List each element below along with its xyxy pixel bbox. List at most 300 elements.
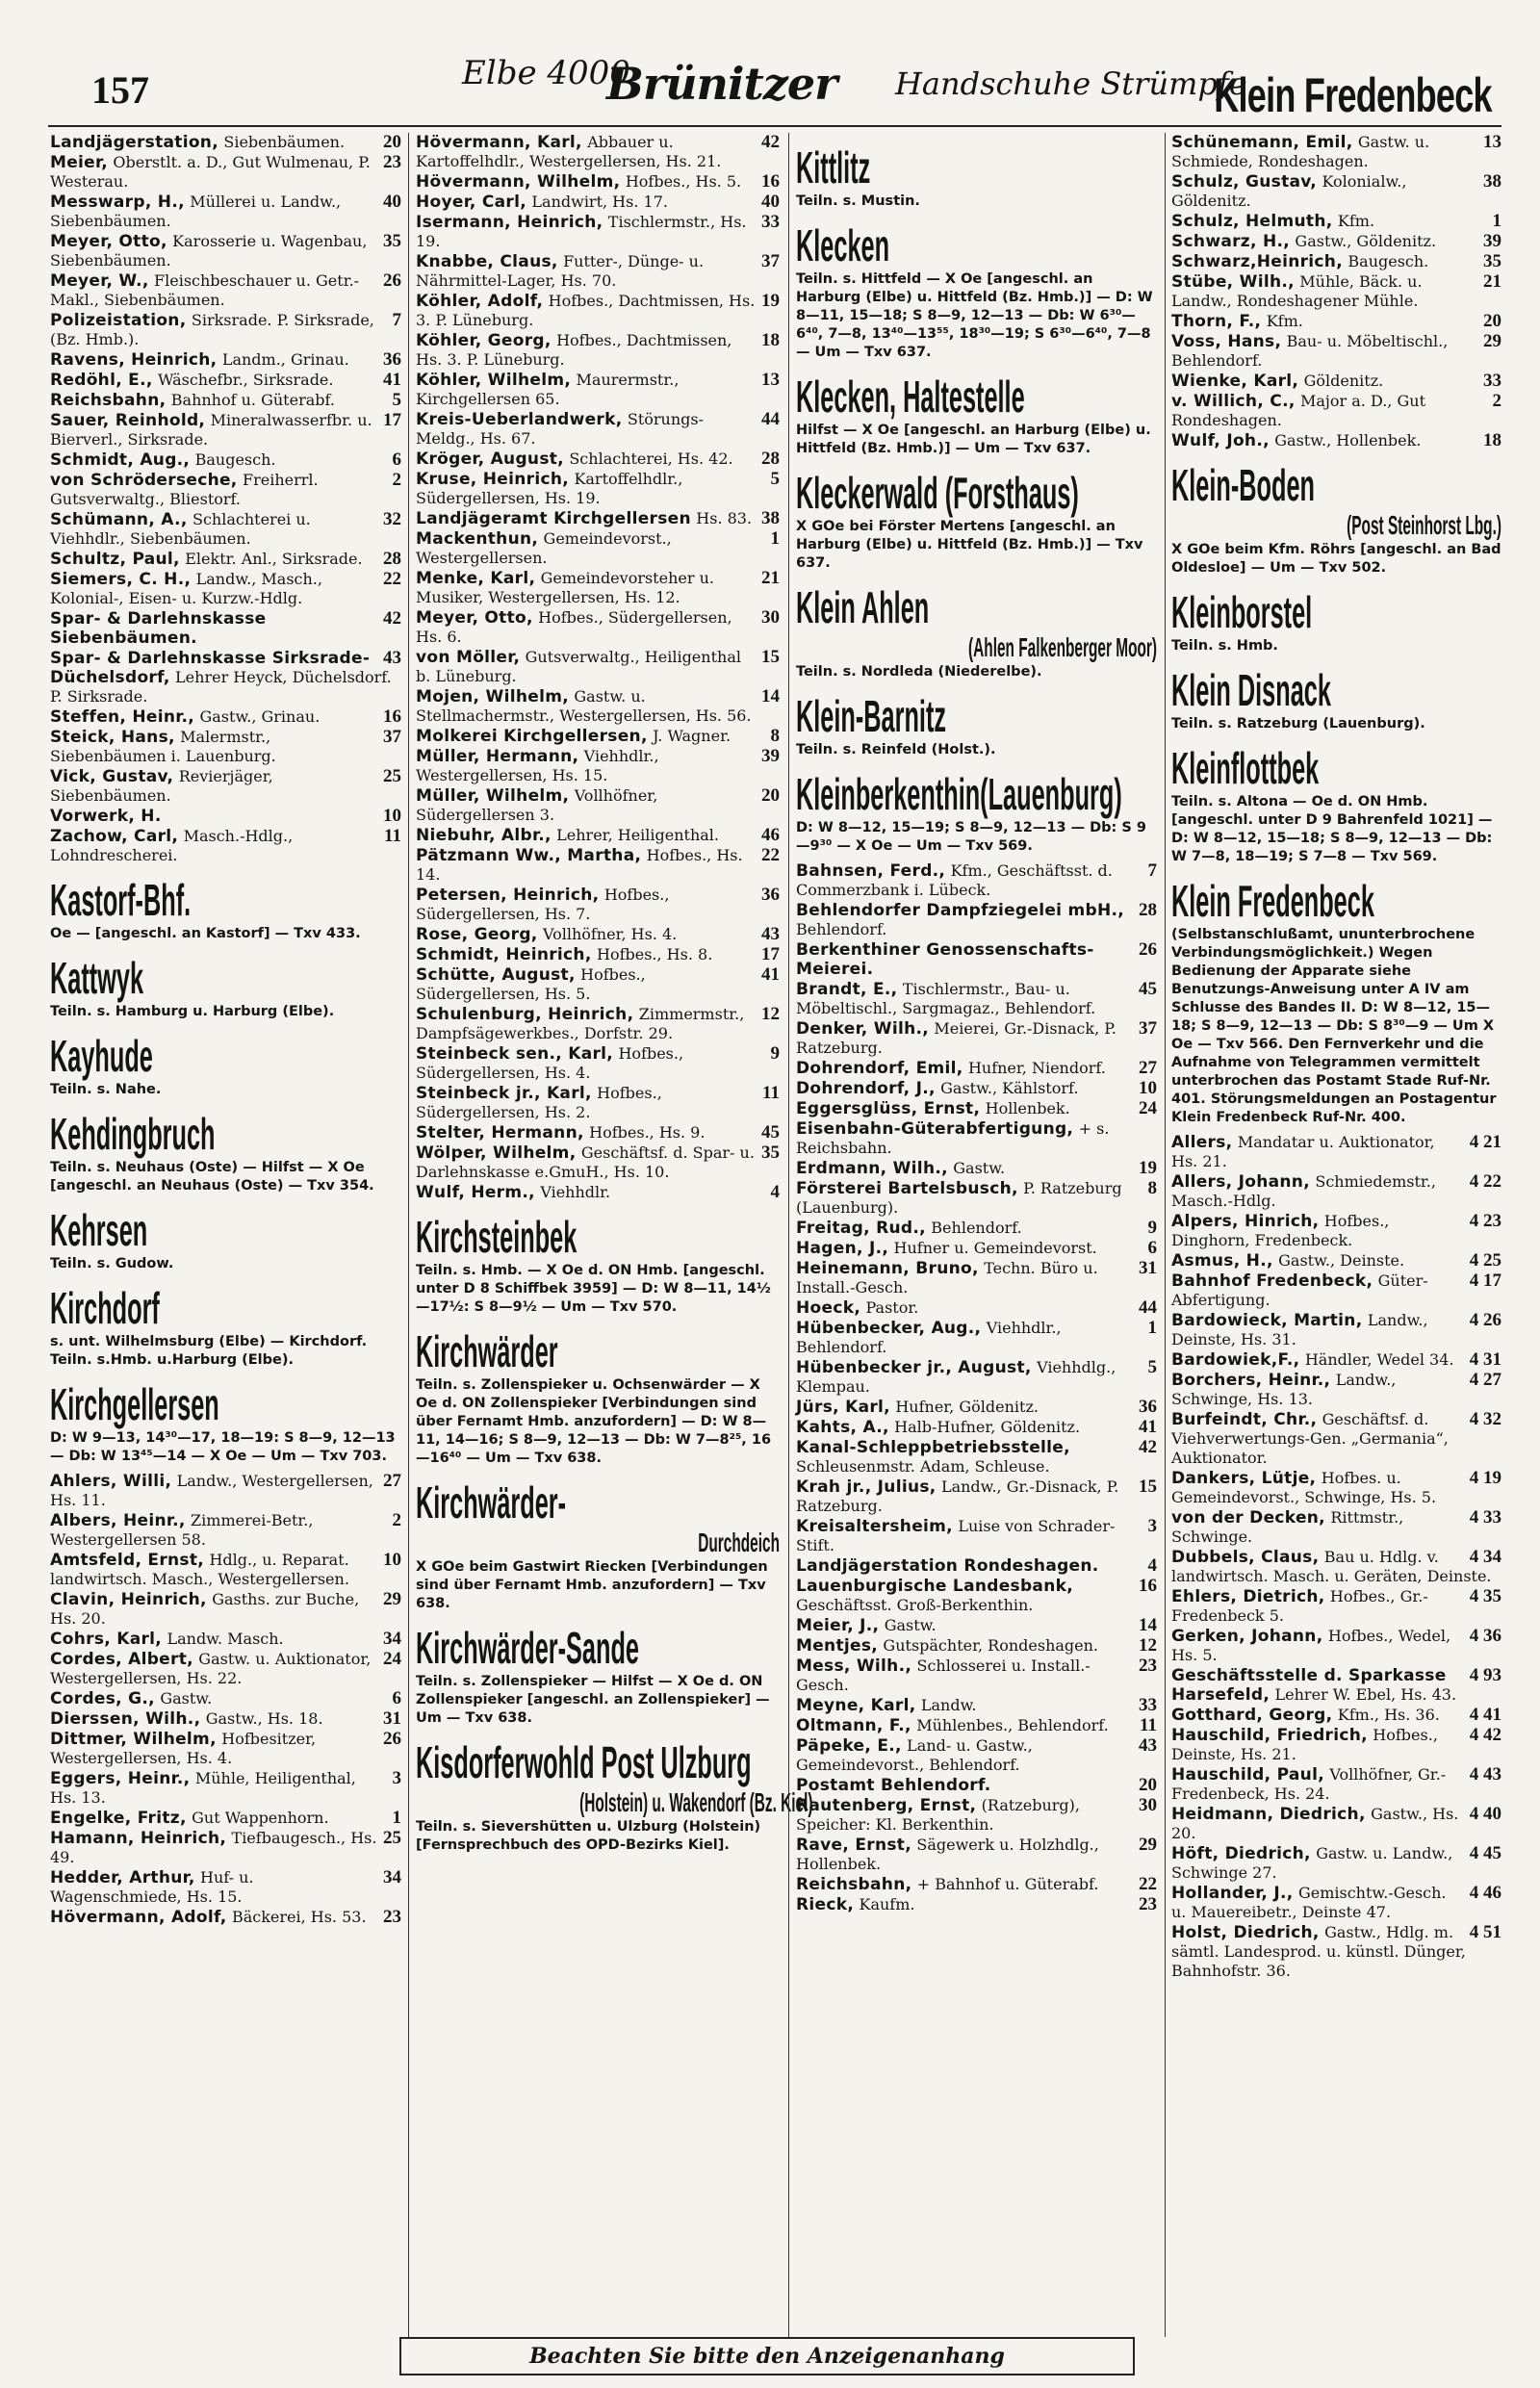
listing-entry [796, 1239, 1157, 1258]
phone-number: 44 [761, 409, 780, 429]
listing-entry [1171, 1765, 1502, 1804]
listing-entry [796, 1119, 1157, 1158]
listing-description: Sägewerk u. Holzhdlg., Hollenbek. [796, 1836, 1099, 1873]
phone-number: 40 [761, 192, 780, 212]
phone-number: 6 [1147, 1238, 1157, 1258]
listing-name: Freitag, Rud., [796, 1219, 926, 1238]
listing-name: Meier, [50, 153, 108, 172]
listing-entry [796, 1079, 1157, 1098]
listing-entry [796, 980, 1157, 1018]
listing-description: Viehhdlg., Klempau. [796, 1358, 1116, 1396]
listing-name: Erdmann, Wilh., [796, 1159, 948, 1178]
listing-name: Pätzmann Ww., Martha, [416, 846, 642, 865]
listing-name: Rautenberg, Ernst, [796, 1796, 977, 1815]
locality-heading: Kastorf-Bhf. [50, 875, 192, 925]
listing-entry [1171, 272, 1502, 311]
listing-description: Malermstr., Siebenbäumen i. Lauenburg. [50, 728, 276, 765]
listing-entry [416, 292, 780, 330]
listing-description: Gastw., Hdlg. m. sämtl. Landesprod. u. künstl. Dünger, Bahnhofstr. 36. [1171, 1923, 1466, 1980]
listing-name: Rose, Georg, [416, 925, 538, 944]
listing-entry [796, 1477, 1157, 1516]
phone-number: 36 [1139, 1397, 1157, 1417]
listing-name: Berkenthiner Genossenschafts-Meierei. [796, 940, 1094, 979]
listing-description: Siebenbäumen. [223, 133, 346, 151]
listing-name: Oltmann, F., [796, 1716, 911, 1735]
phone-number: 33 [761, 212, 780, 232]
listing-description: Landw. [920, 1696, 977, 1714]
phone-number: 4 32 [1469, 1409, 1502, 1429]
listing-entry [416, 965, 780, 1004]
phone-number: 3 [1147, 1516, 1157, 1536]
listing-entry [1171, 1666, 1502, 1705]
locality-heading: Klein Fredenbeck [1171, 876, 1374, 926]
listing-description: Tiefbaugesch., Hs. 49. [50, 1829, 377, 1866]
locality-info: X GOe bei Förster Mertens [angeschl. an Harburg (Elbe) u. Hittfeld (Bz. Hmb.)] — Txv 637. [796, 519, 1143, 571]
listing-entry [50, 550, 401, 569]
listing-description: Zimmermstr., Dampfsägewerkbes., Dorfstr. 29. [416, 1005, 745, 1042]
listing-entry [50, 271, 401, 310]
listing-description: Gastw., Kählstorf. [940, 1079, 1079, 1097]
listing-entry [796, 1099, 1157, 1118]
listing-description: Gemeindevorsteher u. Musiker, Westergellersen, Hs. 12. [416, 569, 714, 606]
listing-entry [796, 1656, 1157, 1695]
listing-description: Mineralwasserfbr. u. Bierverl., Sirksrade. [50, 411, 372, 449]
listing-description: Bau u. Hdlg. v. landwirtsch. Masch. u. Geräten, Deinste. [1171, 1548, 1492, 1585]
listing-entry [416, 1084, 780, 1122]
listing-description: Sirksrade. P. Sirksrade, (Bz. Hmb.). [50, 311, 374, 348]
listing-description: Güter-Abfertigung. [1171, 1271, 1428, 1309]
listing-name: Cordes, G., [50, 1689, 155, 1708]
locality-info: Teiln. s. Hmb. — X Oe d. ON Hmb. [angeschl. unter D 8 Schiffbek 3959] — D: W 8—11, 14½—17½: S 8—9½ — Um — Txv 570. [416, 1263, 771, 1315]
phone-number: 43 [761, 924, 780, 944]
phone-number: 24 [1139, 1098, 1157, 1118]
listing-name: Ehlers, Dietrich, [1171, 1587, 1325, 1606]
listing-name: Kahts, A., [796, 1418, 889, 1437]
listing-name: Schulz, Helmuth, [1171, 212, 1333, 231]
listing-description: Hofbes., Hs. 5. [625, 172, 742, 191]
listing-name: Reichsbahn, [50, 391, 167, 410]
phone-number: 26 [1139, 939, 1157, 960]
listing-entry [50, 1730, 401, 1768]
listing-entry [50, 1908, 401, 1927]
listing-name: Borchers, Heinr., [1171, 1371, 1331, 1390]
column-4 [1171, 133, 1502, 2351]
locality-heading: Kirchdorf [50, 1283, 160, 1333]
listing-name: Voss, Hans, [1171, 332, 1282, 351]
listing-description: Behlendorf. [931, 1219, 1022, 1237]
phone-number: 31 [383, 1708, 401, 1729]
listing-name: Albers, Heinr., [50, 1511, 186, 1530]
phone-number: 9 [770, 1043, 780, 1064]
column-divider [788, 133, 789, 2337]
listing-name: Cordes, Albert, [50, 1650, 193, 1669]
phone-number: 10 [383, 1550, 401, 1570]
listing-name: Schulenburg, Heinrich, [416, 1005, 634, 1024]
locality-heading: Klecken, Haltestelle [796, 372, 1025, 422]
listing-description: Vollhöfner, Gr.-Fredenbeck, Hs. 24. [1171, 1765, 1447, 1803]
listing-description: Kfm., Geschäftsst. d. Commerzbank i. Lübeck. [796, 861, 1113, 899]
listing-description: Mandatar u. Auktionator, Hs. 21. [1171, 1133, 1435, 1170]
listing-name: Müller, Hermann, [416, 747, 579, 766]
listing-name: Meyer, W., [50, 271, 149, 291]
listing-entry [416, 569, 780, 607]
listing-name: Eggersglüss, Ernst, [796, 1099, 981, 1118]
phone-number: 16 [761, 171, 780, 192]
phone-number: 17 [761, 944, 780, 964]
listing-description: Schlachterei, Hs. 42. [569, 449, 733, 468]
listing-description: Hofbes., Hs. 8. [596, 945, 713, 963]
listing-name: Kruse, Heinrich, [416, 470, 570, 489]
listing-name: Hauschild, Friedrich, [1171, 1726, 1368, 1745]
listing-entry [50, 609, 401, 648]
listing-description: (Ratzeburg), Speicher: Kl. Berkenthin. [796, 1796, 1080, 1834]
locality-info: Teiln. s. Altona — Oe d. ON Hmb. [angeschl. unter D 9 Bahrenfeld 1021] — D: W 8—12, 15—18; S 8—9, 12—13 — Db: W 7—8, 18—19; S 7—8 — Txv 569. [1171, 794, 1493, 864]
listing-name: Schmidt, Heinrich, [416, 945, 592, 964]
phone-number: 1 [1147, 1318, 1157, 1338]
listing-description: Bau- u. Möbeltischl., Behlendorf. [1171, 332, 1449, 370]
listing-description: Masch.-Hdlg., Lohndrescherei. [50, 827, 294, 864]
phone-number: 19 [1139, 1158, 1157, 1178]
phone-number: 13 [761, 370, 780, 390]
listing-description: Geschäftsf. d. Viehverwertungs-Gen. „Germania“, Auktionator. [1171, 1410, 1449, 1467]
listing-entry [50, 1590, 401, 1629]
phone-number: 5 [1147, 1357, 1157, 1377]
listing-entry [416, 331, 780, 370]
listing-entry [796, 1319, 1157, 1357]
listing-entry [416, 648, 780, 686]
listing-entry [1171, 252, 1502, 271]
phone-number: 3 [392, 1768, 401, 1788]
phone-number: 42 [761, 132, 780, 152]
listing-name: von der Decken, [1171, 1508, 1325, 1528]
phone-number: 37 [1139, 1018, 1157, 1039]
listing-name: Hövermann, Karl, [416, 133, 582, 152]
locality-heading: Klein Ahlen [796, 582, 930, 632]
phone-number: 14 [761, 686, 780, 706]
page-header [38, 29, 1502, 125]
phone-number: 44 [1139, 1297, 1157, 1318]
header-rule [48, 125, 1502, 127]
listing-entry [1171, 372, 1502, 391]
listing-description: Hofbes., Hs. 9. [589, 1123, 706, 1142]
phone-number: 16 [1139, 1576, 1157, 1596]
listing-name: Bardowieck, Martin, [1171, 1311, 1363, 1330]
phone-number: 5 [770, 469, 780, 489]
listing-description: Hofbes., Gr.-Fredenbeck 5. [1171, 1587, 1428, 1625]
listing-entry [416, 687, 780, 726]
listing-name: Meyer, Otto, [416, 608, 533, 628]
listing-entry [1171, 1469, 1502, 1507]
listing-entry [50, 510, 401, 549]
listing-description: Hofbes. u. Gemeindevorst., Schwinge, Hs. 5. [1171, 1469, 1437, 1506]
listing-description: Gastw. u. Schmiede, Rondeshagen. [1171, 133, 1430, 170]
listing-description: Huf- u. Wagenschmiede, Hs. 15. [50, 1868, 254, 1906]
phone-number: 39 [1483, 231, 1502, 251]
listing-name: Wienke, Karl, [1171, 372, 1299, 391]
listing-name: Alpers, Hinrich, [1171, 1212, 1320, 1231]
listing-entry [796, 901, 1157, 939]
listing-name: Bardowiek,F., [1171, 1350, 1300, 1370]
listing-description: Revierjäger, Siebenbäumen. [50, 767, 273, 805]
listing-entry [416, 727, 780, 746]
listing-name: Asmus, H., [1171, 1251, 1273, 1271]
listing-name: Krah jr., Julius, [796, 1477, 937, 1497]
listing-description: Gemischtw.-Gesch. u. Mauereibetr., Deinste 47. [1171, 1884, 1447, 1921]
column-divider [408, 133, 409, 2337]
listing-description: Hofbes., Dinghorn, Fredenbeck. [1171, 1212, 1390, 1249]
listing-entry [416, 1183, 780, 1202]
listing-name: Schulz, Gustav, [1171, 172, 1318, 192]
locality-info: Teiln. s. Zollenspieker — Hilfst — X Oe d. ON Zollenspieker [angeschl. an Zollenspieker] — Um — Txv 638. [416, 1674, 770, 1726]
listing-entry [416, 371, 780, 409]
locality-info: Teiln. s. Hamburg u. Harburg (Elbe). [50, 1004, 335, 1019]
listing-name: Köhler, Georg, [416, 331, 552, 350]
listing-description: Landwirt, Hs. 17. [531, 193, 668, 211]
listing-entry [1171, 1350, 1502, 1370]
phone-number: 12 [1139, 1635, 1157, 1656]
listing-entry [1171, 172, 1502, 211]
listing-entry [50, 311, 401, 349]
phone-number: 4 46 [1469, 1883, 1502, 1903]
phone-number: 4 45 [1469, 1843, 1502, 1863]
locality-info: Teiln. s. Ratzeburg (Lauenburg). [1171, 716, 1425, 732]
directory-page [38, 29, 1502, 2369]
phone-number: 37 [383, 727, 401, 747]
phone-number: 32 [383, 509, 401, 529]
listing-description: Gemeindevorst., Westergellersen. [416, 529, 672, 567]
locality-info: Teiln. s. Nahe. [50, 1082, 162, 1097]
phone-number: 2 [392, 470, 401, 490]
listing-description: Freiherrl. Gutsverwaltg., Bliestorf. [50, 471, 319, 508]
listing-description: Händler, Wedel 34. [1304, 1350, 1454, 1369]
listing-description: Kfm., Hs. 36. [1337, 1706, 1440, 1724]
listing-name: Mackenthun, [416, 529, 539, 549]
listing-description: Gastw., Hs. 18. [205, 1709, 323, 1728]
listing-name: von Möller, [416, 648, 521, 667]
phone-number: 16 [383, 706, 401, 727]
listing-name: Landjägerstation, [50, 133, 218, 152]
listing-entry [1171, 133, 1502, 171]
listing-description: Hufner u. Gemeindevorst. [893, 1239, 1097, 1257]
listing-entry [50, 570, 401, 608]
listing-entry [796, 1517, 1157, 1555]
listing-description: Gastw., Deinste. [1278, 1251, 1405, 1270]
listing-description: Gut Wappenhorn. [192, 1809, 329, 1827]
listing-description: Gastw. [884, 1616, 937, 1634]
listing-description: + s. Reichsbahn. [796, 1119, 1110, 1157]
listing-description: Viehhdlr., Westergellersen, Hs. 15. [416, 747, 659, 784]
listing-description: Lehrer W. Ebel, Hs. 43. [1274, 1685, 1457, 1704]
listing-description: Schlachterei u. Viehhdlr., Siebenbäumen. [50, 510, 311, 548]
listing-entry [796, 940, 1157, 979]
listing-entry [796, 1159, 1157, 1178]
phone-number: 30 [1139, 1795, 1157, 1815]
listing-entry [50, 153, 401, 192]
listing-name: Steick, Hans, [50, 728, 175, 747]
ad-logo: Brünitzer [606, 58, 837, 110]
phone-number: 43 [1139, 1735, 1157, 1756]
phone-number: 17 [383, 410, 401, 430]
listing-entry [416, 509, 780, 528]
listing-entry [1171, 1271, 1502, 1310]
locality-heading: Kleinflottbek [1171, 743, 1320, 793]
listing-description: Gastw., Grinau. [199, 707, 321, 726]
listing-description: Tischlermstr., Bau- u. Möbeltischl., Sargmagaz., Behlendorf. [796, 980, 1096, 1017]
listing-description: Müllerei u. Landw., Siebenbäumen. [50, 193, 342, 230]
listing-name: Kreis-Ueberlandwerk, [416, 410, 623, 429]
phone-number: 23 [383, 152, 401, 172]
listing-description: Gutspächter, Rondeshagen. [883, 1636, 1099, 1655]
listing-description: Karosserie u. Wagenbau, Siebenbäumen. [50, 232, 368, 270]
footer-notice: Beachten Sie bitte den Anzeigenanhang [399, 2337, 1135, 2375]
listing-description: Baugesch. [1348, 252, 1429, 270]
phone-number: 4 42 [1469, 1725, 1502, 1745]
locality-info: X GOe beim Kfm. Röhrs [angeschl. an Bad Oldesloe] — Um — Txv 502. [1171, 542, 1502, 576]
listing-name: Molkerei Kirchgellersen, [416, 727, 648, 746]
listing-name: Sauer, Reinhold, [50, 411, 206, 430]
listing-name: Hagen, J., [796, 1239, 889, 1258]
listing-entry [1171, 1311, 1502, 1349]
listing-description: Kolonialw., Göldenitz. [1171, 172, 1407, 210]
listing-entry [416, 1143, 780, 1182]
listing-description: Schlosserei u. Install.-Gesch. [796, 1656, 1091, 1694]
listing-name: Hübenbecker jr., August, [796, 1358, 1032, 1377]
listing-entry [1171, 1923, 1502, 1981]
listing-name: Zachow, Carl, [50, 827, 179, 846]
listing-name: Päpeke, E., [796, 1736, 902, 1756]
phone-number: 35 [383, 231, 401, 251]
listing-name: Mojen, Wilhelm, [416, 687, 569, 706]
listing-entry [416, 608, 780, 647]
listing-name: Rave, Ernst, [796, 1836, 911, 1855]
listing-description: Behlendorf. [796, 920, 887, 938]
listing-entry [50, 767, 401, 806]
listing-entry [50, 1511, 401, 1550]
listing-entry [416, 449, 780, 469]
listing-entry [50, 1551, 401, 1589]
phone-number: 4 [1147, 1555, 1157, 1576]
locality-heading: Klein Disnack [1171, 665, 1331, 715]
listing-entry [416, 786, 780, 825]
phone-number: 4 41 [1469, 1705, 1502, 1725]
listing-entry [1171, 1805, 1502, 1843]
phone-number: 34 [383, 1867, 401, 1887]
listing-description: Gastw., Hollenbek. [1274, 431, 1422, 449]
phone-number: 4 [770, 1182, 780, 1202]
locality-info: D: W 9—13, 14³⁰—17, 18—19: S 8—9, 12—13 — Db: W 13⁴⁵—14 — X Oe — Um — Txv 703. [50, 1430, 396, 1464]
listing-entry [50, 350, 401, 370]
phone-number: 20 [383, 132, 401, 152]
phone-number: 12 [761, 1004, 780, 1024]
listing-description: Pastor. [865, 1298, 919, 1317]
listing-description: Viehhdlr. [540, 1183, 611, 1201]
phone-number: 18 [761, 330, 780, 350]
listing-description: Kartoffelhdlr., Südergellersen, Hs. 19. [416, 470, 683, 507]
listing-entry [1171, 1508, 1502, 1547]
ad-right-text: Handschuhe Strümpfe [895, 65, 1247, 102]
listing-description: Tischlermstr., Hs. 19. [416, 213, 747, 250]
listing-entry [796, 1895, 1157, 1914]
listing-description: Hofbes., Südergellersen, Hs. 5. [416, 965, 646, 1003]
phone-number: 4 25 [1469, 1250, 1502, 1271]
listing-name: Jürs, Karl, [796, 1398, 890, 1417]
phone-number: 2 [392, 1510, 401, 1530]
listing-description: P. Ratzeburg (Lauenburg). [796, 1179, 1122, 1217]
listing-name: Postamt Behlendorf. [796, 1776, 991, 1795]
listing-description: Lehrer, Heiligenthal. [556, 826, 719, 844]
listing-entry [416, 529, 780, 568]
phone-number: 4 21 [1469, 1132, 1502, 1152]
locality-heading: Kisdorferwohld Post Ulzburg [416, 1737, 752, 1787]
listing-description: Göldenitz. [1303, 372, 1384, 390]
listing-name: Hövermann, Adolf, [50, 1908, 227, 1927]
listing-name: Hoyer, Carl, [416, 193, 526, 212]
listing-entry [1171, 1172, 1502, 1211]
listing-name: Bahnsen, Ferd., [796, 861, 946, 881]
phone-number: 29 [1139, 1835, 1157, 1855]
listing-description: Land- u. Gastw., Gemeindevorst., Behlendorf. [796, 1736, 1033, 1774]
listing-name: Rieck, [796, 1895, 855, 1914]
listing-entry [416, 1123, 780, 1143]
phone-number: 8 [770, 726, 780, 746]
listing-name: Polizeistation, [50, 311, 187, 330]
listing-entry [1171, 1627, 1502, 1665]
listing-entry [1171, 1844, 1502, 1883]
listing-name: Siemers, C. H., [50, 570, 192, 589]
listing-description: Hofbes., Südergellersen, Hs. 2. [416, 1084, 662, 1121]
listing-description: Mühle, Bäck. u. Landw., Rondeshagener Mühle. [1171, 272, 1423, 310]
phone-number: 40 [383, 192, 401, 212]
phone-number: 4 51 [1469, 1922, 1502, 1942]
phone-number: 31 [1139, 1258, 1157, 1278]
phone-number: 20 [761, 785, 780, 806]
listing-description: Oberstlt. a. D., Gut Wulmenau, P. Westerau. [50, 153, 371, 191]
phone-number: 25 [383, 1828, 401, 1848]
listing-entry [1171, 312, 1502, 331]
phone-number: 25 [383, 766, 401, 786]
listing-description: Gastw. u. Auktionator, Westergellersen, Hs. 22. [50, 1650, 372, 1687]
listing-name: Schwarz,Heinrich, [1171, 252, 1343, 271]
listing-name: Holst, Diedrich, [1171, 1923, 1320, 1942]
phone-number: 4 40 [1469, 1804, 1502, 1824]
listing-description: Kfm. [1337, 212, 1375, 230]
listing-name: Amtsfeld, Ernst, [50, 1551, 205, 1570]
listing-entry [796, 1298, 1157, 1318]
listing-entry [50, 807, 401, 826]
phone-number: 22 [383, 569, 401, 589]
ad-left-text: Elbe 4000 [462, 54, 630, 92]
locality-info: Teiln. s. Hittfeld — X Oe [angeschl. an Harburg (Elbe) u. Hittfeld (Bz. Hmb.)] — D: W 8—11, 15—18; S 8—9, 12—13 — Db: W 6³⁰—6⁴⁰, 7—8, 13⁴⁰—13⁵⁵, 18³⁰—19; S 6³⁰—6⁴⁰, 7—8 — Um — Txv 637. [796, 271, 1153, 360]
phone-number: 23 [1139, 1894, 1157, 1914]
listing-name: Isermann, Heinrich, [416, 213, 603, 232]
listing-name: Knabbe, Claus, [416, 252, 558, 271]
listing-name: Messwarp, H., [50, 193, 185, 212]
phone-number: 15 [761, 647, 780, 667]
locality-heading: Klein-Barnitz [796, 691, 947, 741]
listing-entry [796, 861, 1157, 900]
listing-entry [796, 1219, 1157, 1238]
listing-description: Gutsverwaltg., Heiligenthal b. Lüneburg. [416, 648, 741, 685]
listing-name: Brandt, E., [796, 980, 898, 999]
listing-entry [796, 1059, 1157, 1078]
listing-entry [1171, 1548, 1502, 1586]
listing-entry [1171, 392, 1502, 430]
phone-number: 42 [1139, 1437, 1157, 1457]
locality-info: Teiln. s. Reinfeld (Holst.). [796, 742, 996, 757]
locality-info: X GOe beim Gastwirt Riecken [Verbindungen sind über Fernamt Hmb. anzufordern] — Txv 638. [416, 1559, 768, 1611]
listing-entry [796, 1019, 1157, 1058]
listing-name: Wulf, Joh., [1171, 431, 1270, 450]
